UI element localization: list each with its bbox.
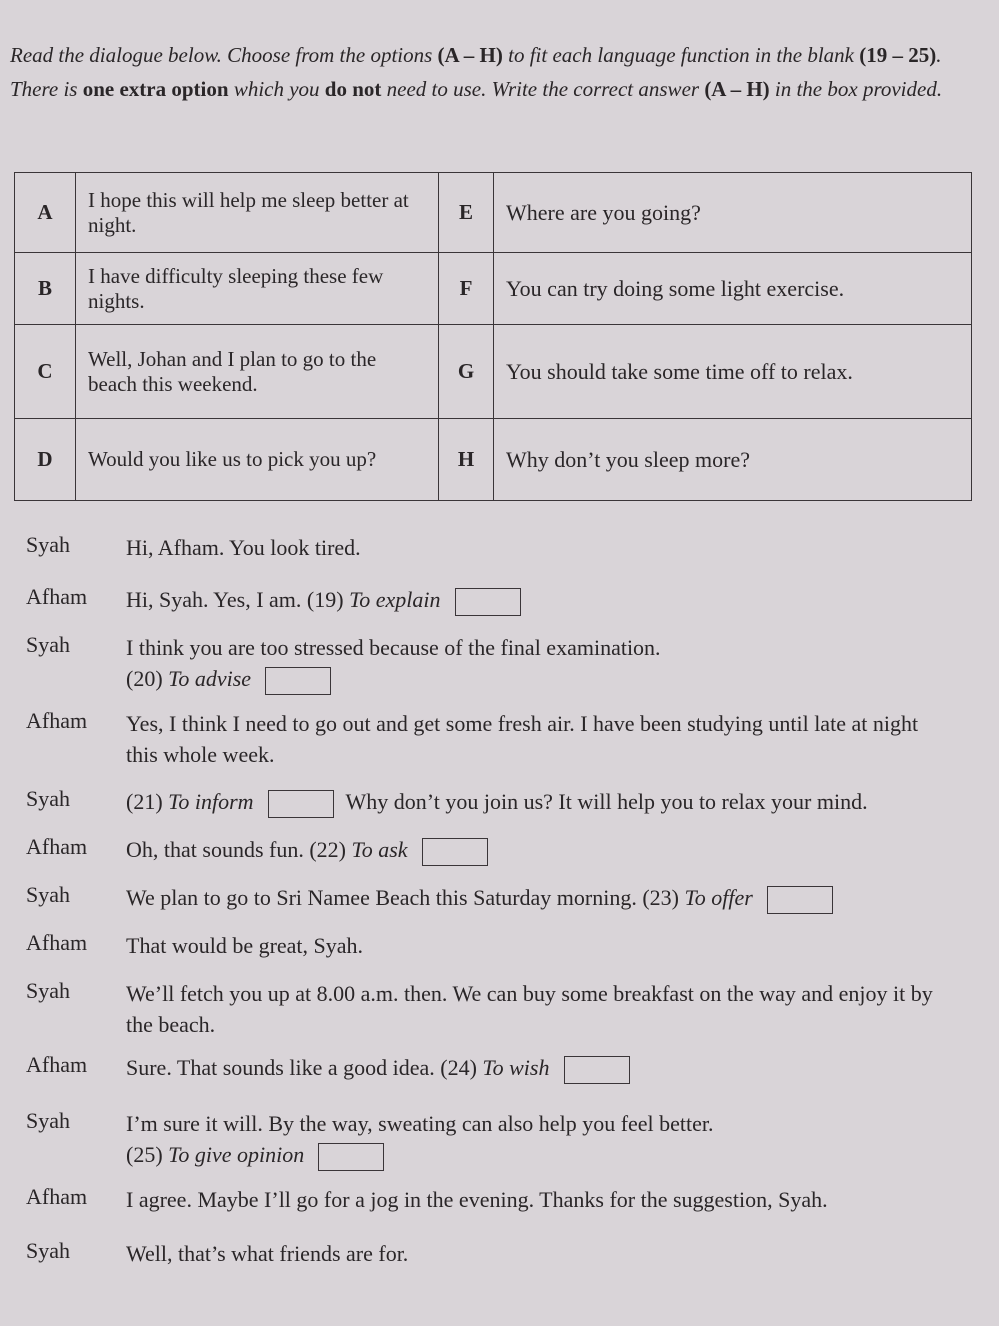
option-letter: D (15, 419, 76, 501)
answer-box-20[interactable] (265, 667, 331, 695)
speaker-name: Afham (26, 1052, 88, 1077)
speech-text: Oh, that sounds fun. (22) To ask (126, 834, 948, 866)
speaker-name: Afham (26, 930, 88, 955)
option-letter: E (439, 173, 494, 253)
answer-box-25[interactable] (318, 1143, 384, 1171)
option-row (15, 173, 972, 253)
speaker-name: Syah (26, 978, 70, 1003)
speech-text: Hi, Syah. Yes, I am. (19) To explain (126, 584, 948, 616)
option-letter: C (15, 325, 76, 419)
speaker-name: Syah (26, 532, 70, 557)
options-table (14, 172, 972, 501)
speaker-name: Syah (26, 632, 70, 657)
option-text: You can try doing some light exercise. (494, 253, 972, 325)
option-row (15, 325, 972, 419)
answer-box-23[interactable] (767, 886, 833, 914)
speech-text: Sure. That sounds like a good idea. (24) To wish (126, 1052, 948, 1084)
speaker-name: Afham (26, 1184, 88, 1209)
speaker-name: Afham (26, 834, 88, 859)
option-row (15, 253, 972, 325)
speaker-name: Afham (26, 584, 88, 609)
speech-text: Well, that’s what friends are for. (126, 1241, 409, 1266)
speech-text: Yes, I think I need to go out and get some fresh air. I have been studying until late at night this whole week. (126, 711, 919, 767)
answer-box-24[interactable] (564, 1056, 630, 1084)
speaker-name: Syah (26, 1238, 70, 1263)
speech-text: We’ll fetch you up at 8.00 a.m. then. We can buy some breakfast on the way and enjoy it by the beach. (126, 981, 933, 1037)
speech-text: I’m sure it will. By the way, sweating can also help you feel better. (25) To give opinion (126, 1108, 948, 1171)
option-letter: B (15, 253, 76, 325)
option-text: Why don’t you sleep more? (494, 419, 972, 501)
option-text: Would you like us to pick you up? (76, 419, 439, 501)
option-letter: G (439, 325, 494, 419)
speech-text: I think you are too stressed because of the final examination. (20) To advise (126, 632, 948, 695)
speaker-name: Afham (26, 708, 88, 733)
speech-text: Hi, Afham. You look tired. (126, 535, 361, 560)
speech-text: (21) To inform Why don’t you join us? It will help you to relax your mind. (126, 786, 948, 818)
answer-box-21[interactable] (268, 790, 334, 818)
speech-text: That would be great, Syah. (126, 933, 364, 958)
option-row (15, 419, 972, 501)
option-letter: A (15, 173, 76, 253)
speaker-name: Syah (26, 882, 70, 907)
answer-box-19[interactable] (455, 588, 521, 616)
option-letter: H (439, 419, 494, 501)
speech-text: I agree. Maybe I’ll go for a jog in the evening. Thanks for the suggestion, Syah. (126, 1187, 828, 1212)
option-text: Well, Johan and I plan to go to the beach this weekend. (76, 325, 439, 419)
instructions: Read the dialogue below. Choose from the options (A – H) to fit each language function in the blank (19 – 25). There is one extra option which you do not need to use. Write the correct answer (A – H) in the box provided. (10, 43, 943, 101)
speech-text: We plan to go to Sri Namee Beach this Saturday morning. (23) To offer (126, 882, 948, 914)
answer-box-22[interactable] (422, 838, 488, 866)
option-text: I hope this will help me sleep better at night. (76, 173, 439, 253)
speaker-name: Syah (26, 1108, 70, 1133)
speaker-name: Syah (26, 786, 70, 811)
option-text: Where are you going? (494, 173, 972, 253)
option-text: You should take some time off to relax. (494, 325, 972, 419)
option-letter: F (439, 253, 494, 325)
option-text: I have difficulty sleeping these few nights. (76, 253, 439, 325)
